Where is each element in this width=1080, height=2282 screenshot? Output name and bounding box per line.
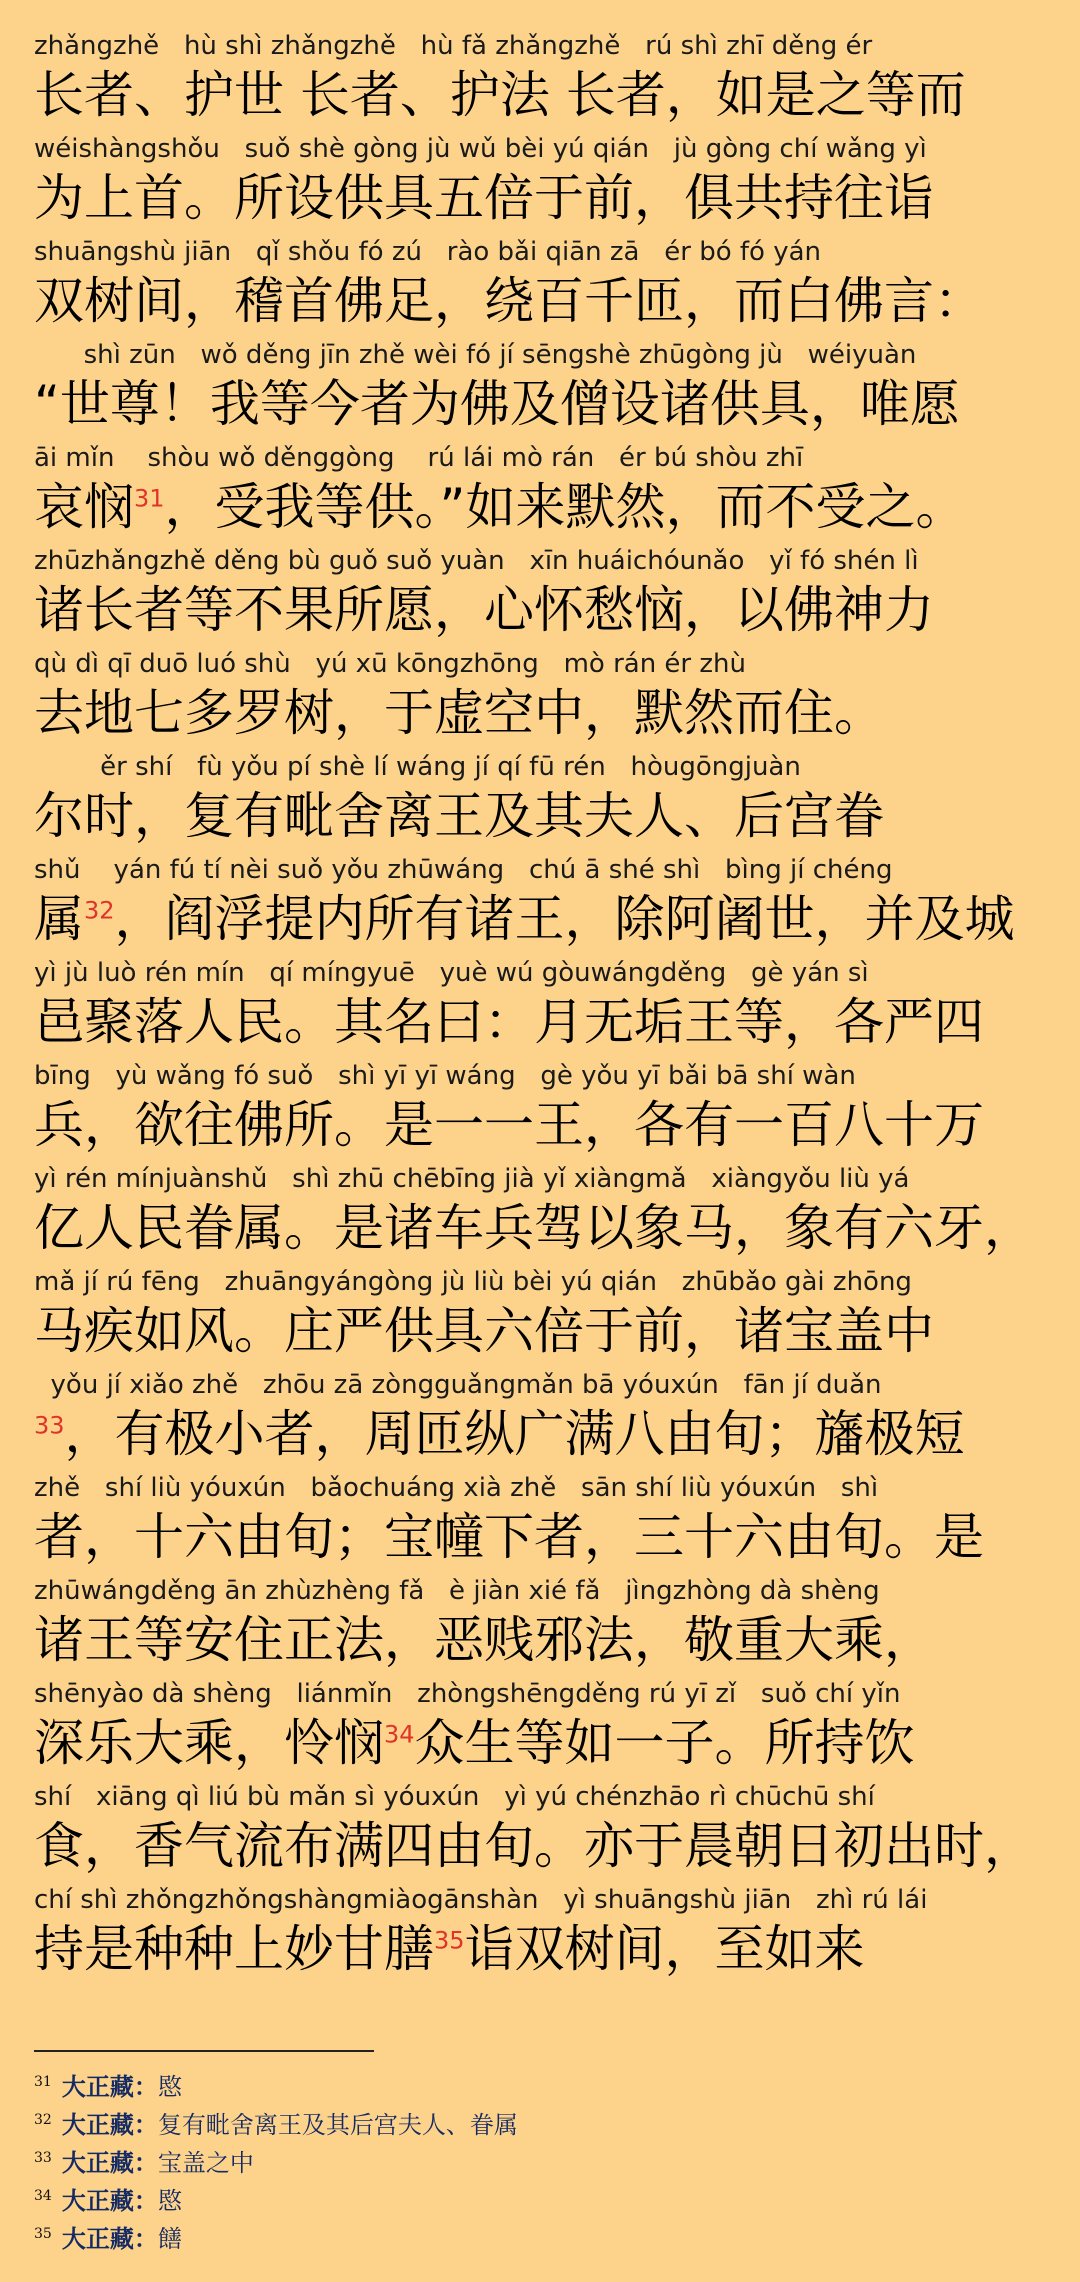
chinese-text — [34, 268, 1050, 334]
footnote-reference[interactable]: 34 — [384, 1720, 415, 1749]
footnote-source: 大正藏： — [61, 2110, 158, 2139]
footnote-number: 32 — [34, 2112, 52, 2128]
footnote-text: 复有毗舍离王及其后宫夫人、眷属 — [157, 2111, 518, 2139]
footnote-number: 34 — [34, 2188, 52, 2204]
chinese-text-segment: ，有极小者，周匝纵广满八由旬；旛极短 — [64, 1405, 965, 1463]
footnote-item — [34, 2140, 254, 2176]
footnote-source: 大正藏： — [61, 2186, 158, 2215]
chinese-text-segment: 者，十六由旬；宝幢下者，三十六由旬。是 — [34, 1508, 984, 1566]
pinyin-annotation: zhě shí liù yóuxún bǎochuáng xià zhě sān shí liù yóuxún shì — [34, 1473, 879, 1503]
chinese-text-segment: ，阎浮提内所有诸王，除阿阇世，并及城 — [114, 890, 1015, 948]
footnote-number: 33 — [34, 2150, 52, 2166]
pinyin-annotation: wéishàngshǒu suǒ shè gòng jù wǔ bèi yú qián jù gòng chí wǎng yì — [34, 134, 927, 164]
chinese-text — [34, 474, 1050, 540]
chinese-text — [34, 371, 1050, 437]
chinese-text-segment: 马疾如风。庄严供具六倍于前，诸宝盖中 — [34, 1302, 934, 1360]
pinyin-annotation: āi mǐn shòu wǒ děnggòng rú lái mò rán ér bú shòu zhī — [34, 443, 804, 473]
chinese-text — [34, 1710, 1050, 1776]
chinese-text — [34, 886, 1050, 952]
footnote-number: 31 — [34, 2074, 52, 2090]
chinese-text — [34, 1298, 1050, 1364]
chinese-text-segment: 哀悯 — [34, 478, 134, 536]
footnote-source: 大正藏： — [61, 2224, 158, 2253]
chinese-text — [34, 680, 1050, 746]
pinyin-annotation: yì jù luò rén mín qí míngyuē yuè wú gòuwángděng gè yán sì — [34, 958, 869, 988]
pinyin-annotation: shēnyào dà shèng liánmǐn zhòngshēngděng rú yī zǐ suǒ chí yǐn — [34, 1679, 901, 1709]
chinese-text-segment: 属 — [34, 890, 84, 948]
chinese-text — [34, 62, 1050, 128]
footnote-reference[interactable]: 35 — [434, 1926, 465, 1955]
chinese-text-segment: 邑聚落人民。其名曰：月无垢王等，各严四 — [34, 993, 984, 1051]
chinese-text — [34, 1504, 1050, 1570]
pinyin-annotation: bīng yù wǎng fó suǒ shì yī yī wáng gè yǒu yī bǎi bā shí wàn — [34, 1061, 856, 1091]
footnote-source: 大正藏： — [61, 2148, 158, 2177]
footnote-source: 大正藏： — [61, 2072, 158, 2101]
chinese-text-segment: 去地七多罗树，于虚空中，默然而住。 — [34, 684, 884, 742]
pinyin-annotation: zhūzhǎngzhě děng bù guǒ suǒ yuàn xīn huáichóunǎo yǐ fó shén lì — [34, 546, 919, 576]
chinese-text — [34, 783, 1050, 849]
chinese-text-segment: 食，香气流布满四由旬。亦于晨朝日初出时， — [34, 1817, 1034, 1875]
pinyin-annotation: zhūwángděng ān zhùzhèng fǎ è jiàn xié fǎ jìngzhòng dà shèng — [34, 1576, 880, 1606]
footnote-item — [34, 2178, 182, 2214]
pinyin-annotation: yǒu jí xiǎo zhě zhōu zā zòngguǎngmǎn bā yóuxún fān jí duǎn — [34, 1370, 882, 1400]
pinyin-annotation: qù dì qī duō luó shù yú xū kōngzhōng mò rán ér zhù — [34, 649, 746, 679]
chinese-text — [34, 1401, 1050, 1467]
pinyin-annotation: shǔ yán fú tí nèi suǒ yǒu zhūwáng chú ā shé shì bìng jí chéng — [34, 855, 893, 885]
chinese-text — [34, 1916, 1050, 1982]
pinyin-annotation: zhǎngzhě hù shì zhǎngzhě hù fǎ zhǎngzhě rú shì zhī děng ér — [34, 31, 873, 61]
pinyin-annotation: ěr shí fù yǒu pí shè lí wáng jí qí fū rén hòugōngjuàn — [34, 752, 801, 782]
chinese-text — [34, 165, 1050, 231]
chinese-text — [34, 989, 1050, 1055]
chinese-text-segment: ，受我等供。”如来默然，而不受之。 — [164, 478, 966, 536]
footnote-text: 愍 — [157, 2187, 182, 2215]
chinese-text-segment: “世尊！我等今者为佛及僧设诸供具，唯愿 — [34, 375, 960, 433]
footnote-text: 宝盖之中 — [157, 2149, 254, 2177]
chinese-text-segment: 诸王等安住正法，恶贱邪法，敬重大乘， — [34, 1611, 934, 1669]
footnote-reference[interactable]: 31 — [134, 484, 165, 513]
chinese-text-segment: 双树间，稽首佛足，绕百千匝，而白佛言： — [34, 272, 984, 330]
pinyin-annotation: shí xiāng qì liú bù mǎn sì yóuxún yì yú chénzhāo rì chūchū shí — [34, 1782, 875, 1812]
pinyin-annotation: chí shì zhǒngzhǒngshàngmiàogānshàn yì shuāngshù jiān zhì rú lái — [34, 1885, 928, 1915]
chinese-text — [34, 1607, 1050, 1673]
footnote-separator — [34, 2050, 374, 2052]
footnote-item — [34, 2216, 182, 2252]
footnote-reference[interactable]: 33 — [34, 1411, 65, 1440]
chinese-text-segment: 亿人民眷属。是诸车兵驾以象马，象有六牙， — [34, 1199, 1034, 1257]
chinese-text — [34, 1092, 1050, 1158]
chinese-text-segment: 为上首。所设供具五倍于前，俱共持往诣 — [34, 169, 934, 227]
footnote-text: 饍 — [157, 2225, 182, 2253]
chinese-text-segment: 众生等如一子。所持饮 — [414, 1714, 915, 1772]
footnote-text: 愍 — [157, 2073, 182, 2101]
chinese-text-segment: 长者、护世 长者、护法 长者，如是之等而 — [34, 66, 966, 124]
chinese-text-segment: 尔时，复有毗舍离王及其夫人、后宫眷 — [34, 787, 884, 845]
chinese-text-segment: 深乐大乘，怜悯 — [34, 1714, 384, 1772]
chinese-text-segment: 兵，欲往佛所。是一一王，各有一百八十万 — [34, 1096, 984, 1154]
footnote-item — [34, 2102, 518, 2138]
chinese-text-segment: 持是种种上妙甘膳 — [34, 1920, 434, 1978]
chinese-text — [34, 1813, 1050, 1879]
pinyin-annotation: yì rén mínjuànshǔ shì zhū chēbīng jià yǐ xiàngmǎ xiàngyǒu liù yá — [34, 1164, 910, 1194]
pinyin-annotation: shuāngshù jiān qǐ shǒu fó zú rào bǎi qiān zā ér bó fó yán — [34, 237, 821, 267]
footnote-item — [34, 2064, 182, 2100]
chinese-text-segment: 诣双树间，至如来 — [464, 1920, 865, 1978]
footnote-number: 35 — [34, 2226, 52, 2242]
chinese-text-segment: 诸长者等不果所愿，心怀愁恼，以佛神力 — [34, 581, 934, 639]
footnote-reference[interactable]: 32 — [84, 896, 115, 925]
chinese-text — [34, 577, 1050, 643]
chinese-text — [34, 1195, 1050, 1261]
pinyin-annotation: shì zūn wǒ děng jīn zhě wèi fó jí sēngshè zhūgòng jù wéiyuàn — [34, 340, 917, 370]
pinyin-annotation: mǎ jí rú fēng zhuāngyángòng jù liù bèi yú qián zhūbǎo gài zhōng — [34, 1267, 912, 1297]
